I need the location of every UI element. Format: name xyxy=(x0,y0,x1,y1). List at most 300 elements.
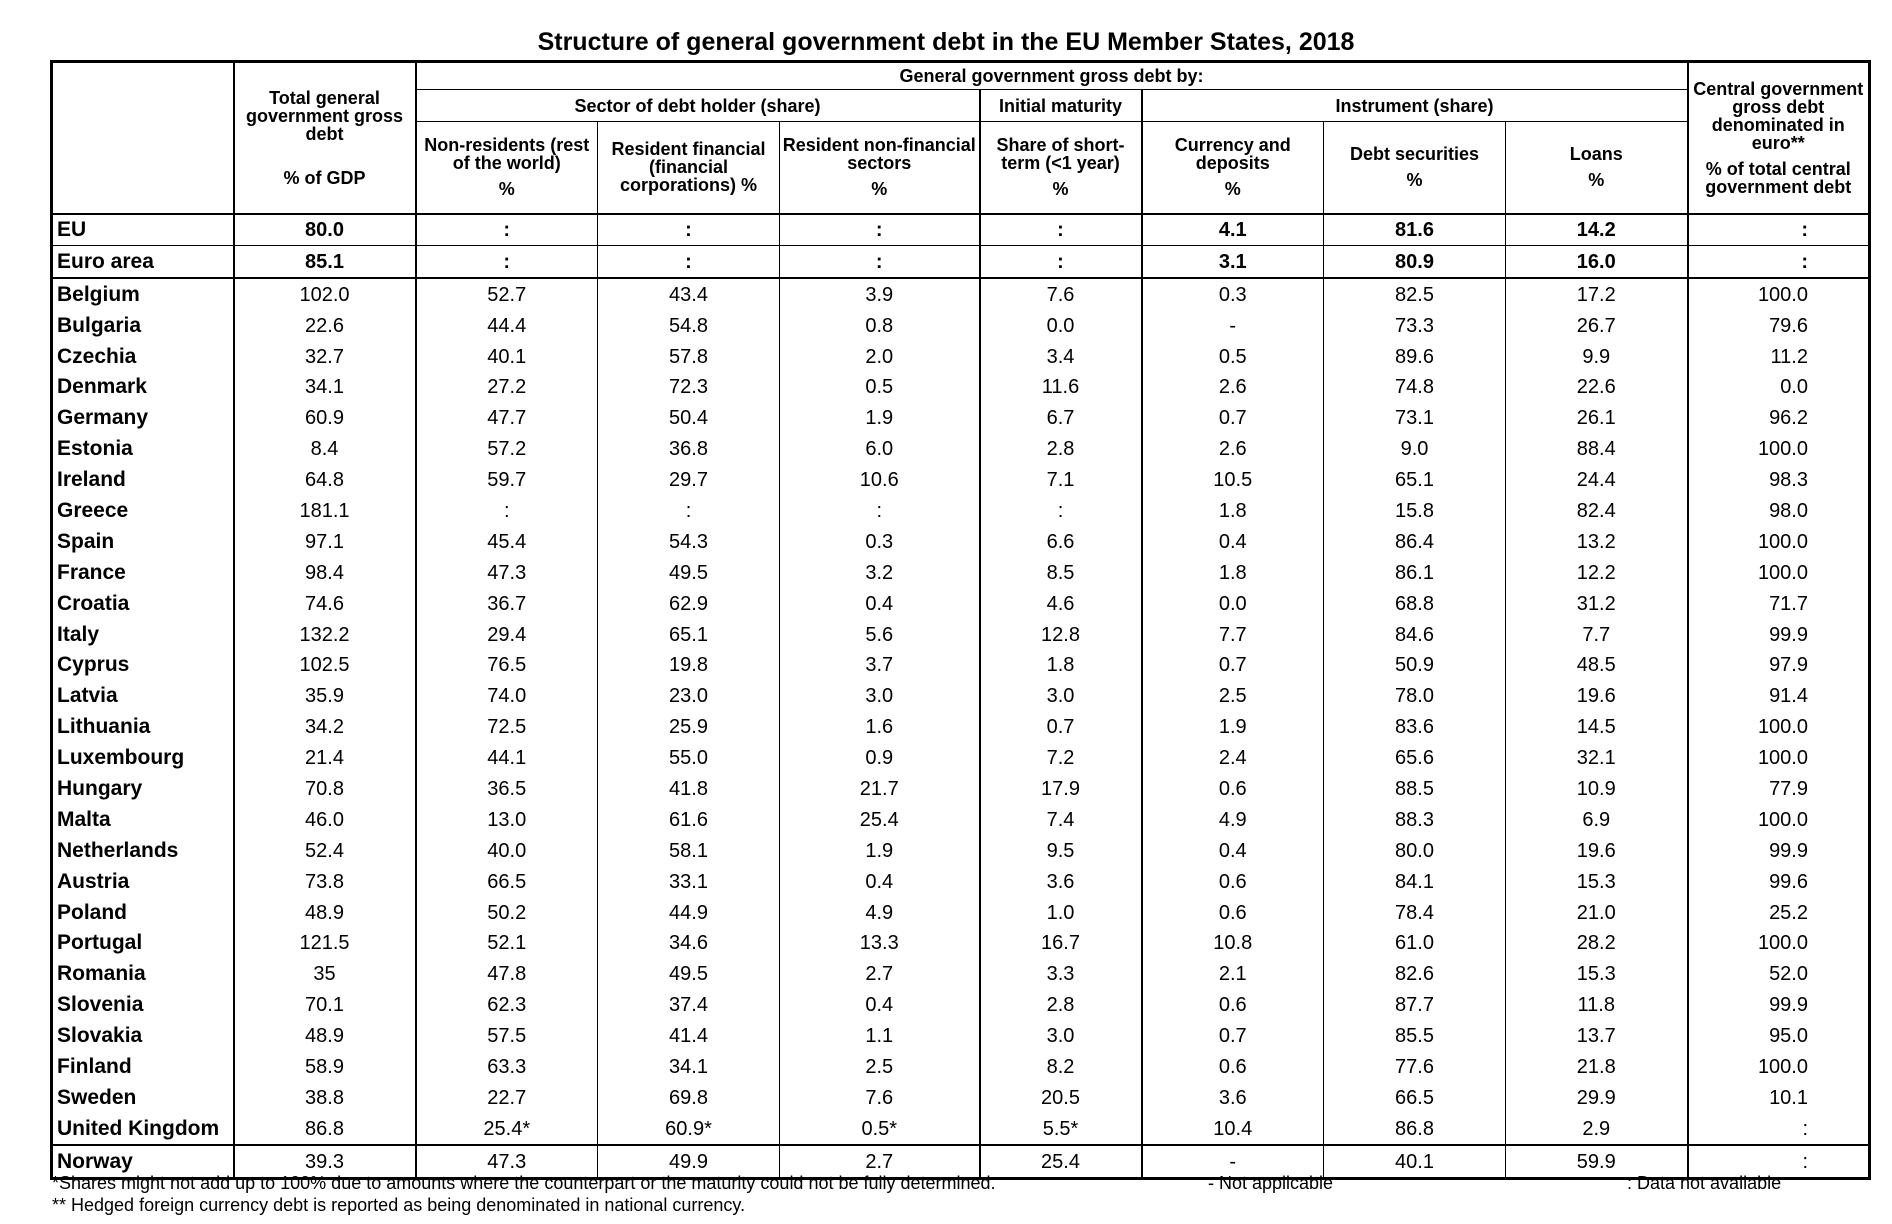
cell-short-term: 0.0 xyxy=(980,310,1142,341)
cell-short-term: : xyxy=(980,214,1142,246)
cell-resident-non-financial: 4.9 xyxy=(780,897,980,928)
cell-central-gov-euro: : xyxy=(1688,214,1870,246)
cell-short-term: 25.4 xyxy=(980,1145,1142,1178)
cell-short-term: 7.1 xyxy=(980,465,1142,496)
cell-short-term: 6.7 xyxy=(980,403,1142,434)
cell-short-term: : xyxy=(980,246,1142,278)
cell-short-term: : xyxy=(980,496,1142,527)
cell-loans: 2.9 xyxy=(1506,1113,1688,1145)
cell-currency-deposits: 0.6 xyxy=(1142,990,1324,1021)
country-name: Malta xyxy=(57,807,111,831)
table-row xyxy=(52,619,1870,650)
cell-short-term: 1.8 xyxy=(980,650,1142,681)
cell-resident-financial: 37.4 xyxy=(598,990,780,1021)
cell-resident-non-financial: : xyxy=(780,246,980,278)
cell-short-term: 7.2 xyxy=(980,743,1142,774)
cell-currency-deposits: - xyxy=(1142,1145,1324,1178)
cell-non-residents: 62.3 xyxy=(416,990,598,1021)
total-debt-header xyxy=(234,62,416,214)
cell-resident-non-financial: 21.7 xyxy=(780,774,980,805)
cell-loans: 11.8 xyxy=(1506,990,1688,1021)
cell-resident-non-financial: 0.4 xyxy=(780,990,980,1021)
cell-resident-financial: 57.8 xyxy=(598,341,780,372)
cell-loans: 12.2 xyxy=(1506,557,1688,588)
cell-resident-financial: 34.1 xyxy=(598,1052,780,1083)
cell-resident-non-financial: : xyxy=(780,496,980,527)
table-row xyxy=(52,372,1870,403)
cell-central-gov-euro: 52.0 xyxy=(1688,959,1870,990)
cell-central-gov-euro: 79.6 xyxy=(1688,310,1870,341)
cell-short-term: 5.5* xyxy=(980,1113,1142,1145)
cell-total-debt: 102.5 xyxy=(234,650,416,681)
cell-loans: 48.5 xyxy=(1506,650,1688,681)
cell-total-debt: 48.9 xyxy=(234,1021,416,1052)
country-name: Estonia xyxy=(57,437,133,461)
cell-resident-financial: 49.5 xyxy=(598,557,780,588)
cell-resident-non-financial: 2.5 xyxy=(780,1052,980,1083)
cell-non-residents: 13.0 xyxy=(416,804,598,835)
cell-debt-securities: 89.6 xyxy=(1324,341,1506,372)
cell-short-term: 3.3 xyxy=(980,959,1142,990)
cell-short-term: 9.5 xyxy=(980,835,1142,866)
cell-resident-financial: 49.9 xyxy=(598,1145,780,1178)
cell-total-debt: 21.4 xyxy=(234,743,416,774)
table-row xyxy=(52,774,1870,805)
cell-central-gov-euro: 91.4 xyxy=(1688,681,1870,712)
cell-total-debt: 35 xyxy=(234,959,416,990)
cell-resident-financial: 41.4 xyxy=(598,1021,780,1052)
cell-resident-non-financial: 3.7 xyxy=(780,650,980,681)
cell-resident-non-financial: 3.2 xyxy=(780,557,980,588)
cell-non-residents: 52.1 xyxy=(416,928,598,959)
cell-non-residents: 47.3 xyxy=(416,557,598,588)
cell-currency-deposits: 10.4 xyxy=(1142,1113,1324,1145)
cell-resident-financial: 58.1 xyxy=(598,835,780,866)
cell-resident-non-financial: 0.4 xyxy=(780,588,980,619)
cell-non-residents: 25.4* xyxy=(416,1113,598,1145)
table-row xyxy=(52,246,1870,278)
cell-central-gov-euro: 100.0 xyxy=(1688,712,1870,743)
cell-total-debt: 97.1 xyxy=(234,526,416,557)
cell-total-debt: 8.4 xyxy=(234,434,416,465)
cell-central-gov-euro: 100.0 xyxy=(1688,804,1870,835)
cell-currency-deposits: 2.5 xyxy=(1142,681,1324,712)
cell-central-gov-euro: 100.0 xyxy=(1688,928,1870,959)
cell-debt-securities: 85.5 xyxy=(1324,1021,1506,1052)
cell-resident-financial: 55.0 xyxy=(598,743,780,774)
footnote-shares: *Shares might not add up to 100% due to amounts where the counterpart or the maturity could not be fully determined. xyxy=(52,1173,996,1193)
col-header-non-residents xyxy=(416,122,598,214)
col-unit: % xyxy=(1224,179,1241,200)
cell-non-residents: : xyxy=(416,246,598,278)
cell-non-residents: 50.2 xyxy=(416,897,598,928)
cell-short-term: 4.6 xyxy=(980,588,1142,619)
cell-short-term: 16.7 xyxy=(980,928,1142,959)
footnote-row xyxy=(52,1194,1872,1216)
cell-central-gov-euro: 77.9 xyxy=(1688,774,1870,805)
cell-resident-financial: 43.4 xyxy=(598,278,780,310)
cell-debt-securities: 50.9 xyxy=(1324,650,1506,681)
cell-loans: 15.3 xyxy=(1506,959,1688,990)
table-row xyxy=(52,897,1870,928)
cell-total-debt: 80.0 xyxy=(234,214,416,246)
col-unit: % xyxy=(1406,170,1423,191)
footnotes xyxy=(52,1172,1872,1216)
cell-debt-securities: 82.5 xyxy=(1324,278,1506,310)
cell-resident-non-financial: 13.3 xyxy=(780,928,980,959)
cell-debt-securities: 87.7 xyxy=(1324,990,1506,1021)
cell-loans: 14.2 xyxy=(1506,214,1688,246)
cell-central-gov-euro: 97.9 xyxy=(1688,650,1870,681)
cell-non-residents: 47.7 xyxy=(416,403,598,434)
cell-loans: 22.6 xyxy=(1506,372,1688,403)
cell-non-residents: 47.8 xyxy=(416,959,598,990)
table-row xyxy=(52,557,1870,588)
cell-short-term: 3.0 xyxy=(980,1021,1142,1052)
cell-loans: 59.9 xyxy=(1506,1145,1688,1178)
cell-loans: 15.3 xyxy=(1506,866,1688,897)
table-row xyxy=(52,959,1870,990)
cell-resident-non-financial: 25.4 xyxy=(780,804,980,835)
cell-non-residents: 44.1 xyxy=(416,743,598,774)
cell-currency-deposits: 0.4 xyxy=(1142,835,1324,866)
country-name: Cyprus xyxy=(57,653,130,677)
cell-loans: 24.4 xyxy=(1506,465,1688,496)
col-unit: % xyxy=(1052,179,1069,200)
cell-currency-deposits: 0.6 xyxy=(1142,1052,1324,1083)
cell-non-residents: 57.2 xyxy=(416,434,598,465)
cell-non-residents: 36.7 xyxy=(416,588,598,619)
cell-non-residents: 52.7 xyxy=(416,278,598,310)
total-debt-label: Total general government gross debt xyxy=(245,87,404,144)
sector-header: Sector of debt holder (share) xyxy=(416,90,980,122)
country-name: Latvia xyxy=(57,684,118,708)
cell-total-debt: 38.8 xyxy=(234,1082,416,1113)
cell-currency-deposits: 0.6 xyxy=(1142,897,1324,928)
cell-central-gov-euro: 99.9 xyxy=(1688,619,1870,650)
total-debt-unit: % of GDP xyxy=(283,167,366,188)
cell-loans: 26.1 xyxy=(1506,403,1688,434)
cell-debt-securities: 9.0 xyxy=(1324,434,1506,465)
cell-loans: 26.7 xyxy=(1506,310,1688,341)
cell-resident-non-financial: 0.8 xyxy=(780,310,980,341)
cell-non-residents: 29.4 xyxy=(416,619,598,650)
cell-resident-non-financial: : xyxy=(780,214,980,246)
country-name: Luxembourg xyxy=(57,746,185,770)
cell-debt-securities: 88.5 xyxy=(1324,774,1506,805)
country-name: Slovakia xyxy=(57,1024,143,1048)
cell-short-term: 8.5 xyxy=(980,557,1142,588)
cell-resident-financial: 44.9 xyxy=(598,897,780,928)
cell-non-residents: 74.0 xyxy=(416,681,598,712)
cell-total-debt: 64.8 xyxy=(234,465,416,496)
cell-central-gov-euro: 100.0 xyxy=(1688,278,1870,310)
country-name: Spain xyxy=(57,529,115,553)
cell-debt-securities: 61.0 xyxy=(1324,928,1506,959)
cell-debt-securities: 15.8 xyxy=(1324,496,1506,527)
cell-non-residents: 66.5 xyxy=(416,866,598,897)
country-name: Sweden xyxy=(57,1085,137,1109)
cell-currency-deposits: 2.6 xyxy=(1142,434,1324,465)
cell-debt-securities: 81.6 xyxy=(1324,214,1506,246)
cell-non-residents: 72.5 xyxy=(416,712,598,743)
cell-central-gov-euro: 98.3 xyxy=(1688,465,1870,496)
cell-non-residents: 40.1 xyxy=(416,341,598,372)
col-unit: % xyxy=(871,179,888,200)
cell-total-debt: 70.8 xyxy=(234,774,416,805)
cell-debt-securities: 78.4 xyxy=(1324,897,1506,928)
cell-short-term: 17.9 xyxy=(980,774,1142,805)
cell-loans: 28.2 xyxy=(1506,928,1688,959)
cell-debt-securities: 80.9 xyxy=(1324,246,1506,278)
cell-resident-non-financial: 5.6 xyxy=(780,619,980,650)
col-header-short-term xyxy=(980,122,1142,214)
cell-currency-deposits: 1.8 xyxy=(1142,496,1324,527)
country-name: Norway xyxy=(57,1149,133,1173)
col-header-resident-financial xyxy=(598,122,780,214)
table-row xyxy=(52,866,1870,897)
cell-resident-non-financial: 0.5 xyxy=(780,372,980,403)
cell-resident-non-financial: 1.1 xyxy=(780,1021,980,1052)
cell-resident-non-financial: 3.9 xyxy=(780,278,980,310)
country-name: EU xyxy=(52,214,234,246)
table-row xyxy=(52,278,1870,310)
cell-loans: 31.2 xyxy=(1506,588,1688,619)
cell-central-gov-euro: 99.9 xyxy=(1688,835,1870,866)
cell-loans: 7.7 xyxy=(1506,619,1688,650)
col-label: Resident non-financial sectors xyxy=(782,135,976,174)
cell-central-gov-euro: 25.2 xyxy=(1688,897,1870,928)
cell-currency-deposits: 0.6 xyxy=(1142,774,1324,805)
cell-resident-financial: 62.9 xyxy=(598,588,780,619)
cell-resident-financial: 49.5 xyxy=(598,959,780,990)
cell-currency-deposits: 4.1 xyxy=(1142,214,1324,246)
cell-central-gov-euro: 100.0 xyxy=(1688,526,1870,557)
cell-loans: 13.2 xyxy=(1506,526,1688,557)
cell-resident-non-financial: 1.6 xyxy=(780,712,980,743)
cell-total-debt: 52.4 xyxy=(234,835,416,866)
cell-resident-financial: 36.8 xyxy=(598,434,780,465)
table-body xyxy=(52,214,1870,1179)
cell-total-debt: 86.8 xyxy=(234,1113,416,1145)
cell-total-debt: 98.4 xyxy=(234,557,416,588)
country-name: France xyxy=(57,560,126,584)
table-row xyxy=(52,1082,1870,1113)
table-row xyxy=(52,1113,1870,1145)
country-name: Germany xyxy=(57,406,149,430)
cell-resident-non-financial: 2.7 xyxy=(780,1145,980,1178)
table-row xyxy=(52,681,1870,712)
cell-currency-deposits: 10.5 xyxy=(1142,465,1324,496)
country-name: Euro area xyxy=(52,246,234,278)
col-label: Currency and deposits xyxy=(1174,135,1291,174)
cell-currency-deposits: 7.7 xyxy=(1142,619,1324,650)
central-gov-label: Central government gross debt denominated in euro** xyxy=(1693,78,1864,153)
cell-central-gov-euro: 100.0 xyxy=(1688,1052,1870,1083)
country-name: Croatia xyxy=(57,591,130,615)
cell-debt-securities: 77.6 xyxy=(1324,1052,1506,1083)
cell-central-gov-euro: 71.7 xyxy=(1688,588,1870,619)
country-name: Poland xyxy=(57,900,128,924)
cell-short-term: 2.8 xyxy=(980,990,1142,1021)
cell-total-debt: 39.3 xyxy=(234,1145,416,1178)
cell-debt-securities: 40.1 xyxy=(1324,1145,1506,1178)
cell-resident-non-financial: 1.9 xyxy=(780,835,980,866)
cell-central-gov-euro: : xyxy=(1688,1145,1870,1178)
cell-resident-financial: 25.9 xyxy=(598,712,780,743)
cell-resident-financial: 69.8 xyxy=(598,1082,780,1113)
cell-debt-securities: 65.6 xyxy=(1324,743,1506,774)
cell-resident-financial: 41.8 xyxy=(598,774,780,805)
cell-non-residents: 36.5 xyxy=(416,774,598,805)
table-row xyxy=(52,804,1870,835)
cell-resident-financial: 54.8 xyxy=(598,310,780,341)
cell-currency-deposits: 0.7 xyxy=(1142,403,1324,434)
cell-loans: 17.2 xyxy=(1506,278,1688,310)
cell-currency-deposits: 0.4 xyxy=(1142,526,1324,557)
cell-short-term: 3.6 xyxy=(980,866,1142,897)
cell-currency-deposits: 3.6 xyxy=(1142,1082,1324,1113)
cell-total-debt: 70.1 xyxy=(234,990,416,1021)
cell-short-term: 6.6 xyxy=(980,526,1142,557)
cell-total-debt: 73.8 xyxy=(234,866,416,897)
country-name: Belgium xyxy=(57,282,140,306)
cell-resident-financial: 60.9* xyxy=(598,1113,780,1145)
cell-debt-securities: 84.1 xyxy=(1324,866,1506,897)
cell-central-gov-euro: : xyxy=(1688,246,1870,278)
country-name: Romania xyxy=(57,962,146,986)
cell-resident-financial: 23.0 xyxy=(598,681,780,712)
cell-currency-deposits: 1.9 xyxy=(1142,712,1324,743)
cell-central-gov-euro: 96.2 xyxy=(1688,403,1870,434)
col-label: Share of short-term (<1 year) xyxy=(996,135,1125,174)
cell-loans: 29.9 xyxy=(1506,1082,1688,1113)
cell-total-debt: 74.6 xyxy=(234,588,416,619)
cell-total-debt: 85.1 xyxy=(234,246,416,278)
cell-central-gov-euro: 10.1 xyxy=(1688,1082,1870,1113)
cell-non-residents: 76.5 xyxy=(416,650,598,681)
footnote-hedged: ** Hedged foreign currency debt is reported as being denominated in national currency. xyxy=(52,1195,746,1215)
cell-loans: 82.4 xyxy=(1506,496,1688,527)
cell-resident-financial: : xyxy=(598,496,780,527)
cell-debt-securities: 86.8 xyxy=(1324,1113,1506,1145)
cell-short-term: 3.4 xyxy=(980,341,1142,372)
table-row xyxy=(52,341,1870,372)
table-row xyxy=(52,990,1870,1021)
country-name: Italy xyxy=(57,622,100,646)
cell-total-debt: 181.1 xyxy=(234,496,416,527)
cell-loans: 21.0 xyxy=(1506,897,1688,928)
country-name: Czechia xyxy=(57,344,137,368)
central-gov-header xyxy=(1688,62,1870,214)
col-label: Loans xyxy=(1569,144,1623,165)
cell-central-gov-euro: 99.9 xyxy=(1688,990,1870,1021)
cell-central-gov-euro: 100.0 xyxy=(1688,557,1870,588)
cell-debt-securities: 82.6 xyxy=(1324,959,1506,990)
table-row xyxy=(52,588,1870,619)
cell-resident-financial: 65.1 xyxy=(598,619,780,650)
cell-short-term: 7.4 xyxy=(980,804,1142,835)
cell-total-debt: 32.7 xyxy=(234,341,416,372)
cell-resident-financial: 61.6 xyxy=(598,804,780,835)
table-row xyxy=(52,1052,1870,1083)
cell-currency-deposits: 0.7 xyxy=(1142,650,1324,681)
table-row xyxy=(52,434,1870,465)
cell-central-gov-euro: : xyxy=(1688,1113,1870,1145)
cell-currency-deposits: 0.3 xyxy=(1142,278,1324,310)
cell-total-debt: 58.9 xyxy=(234,1052,416,1083)
cell-non-residents: 63.3 xyxy=(416,1052,598,1083)
cell-non-residents: 44.4 xyxy=(416,310,598,341)
cell-loans: 13.7 xyxy=(1506,1021,1688,1052)
cell-central-gov-euro: 95.0 xyxy=(1688,1021,1870,1052)
cell-total-debt: 46.0 xyxy=(234,804,416,835)
country-name: Slovenia xyxy=(57,993,144,1017)
cell-non-residents: 59.7 xyxy=(416,465,598,496)
cell-debt-securities: 86.4 xyxy=(1324,526,1506,557)
cell-resident-financial: 29.7 xyxy=(598,465,780,496)
cell-resident-financial: 19.8 xyxy=(598,650,780,681)
table-row xyxy=(52,526,1870,557)
cell-debt-securities: 66.5 xyxy=(1324,1082,1506,1113)
cell-loans: 19.6 xyxy=(1506,835,1688,866)
cell-loans: 16.0 xyxy=(1506,246,1688,278)
cell-short-term: 0.7 xyxy=(980,712,1142,743)
table-row xyxy=(52,712,1870,743)
country-name: Portugal xyxy=(57,931,143,955)
cell-total-debt: 102.0 xyxy=(234,278,416,310)
cell-non-residents: 45.4 xyxy=(416,526,598,557)
cell-resident-non-financial: 3.0 xyxy=(780,681,980,712)
cell-non-residents: 40.0 xyxy=(416,835,598,866)
cell-central-gov-euro: 99.6 xyxy=(1688,866,1870,897)
country-name: Bulgaria xyxy=(57,313,142,337)
central-gov-unit: % of total central government debt xyxy=(1705,158,1852,197)
country-name: United Kingdom xyxy=(52,1113,234,1145)
cell-debt-securities: 73.3 xyxy=(1324,310,1506,341)
cell-central-gov-euro: 98.0 xyxy=(1688,496,1870,527)
cell-resident-financial: 34.6 xyxy=(598,928,780,959)
legend-not-applicable: - Not applicable xyxy=(1208,1173,1334,1193)
cell-resident-non-financial: 6.0 xyxy=(780,434,980,465)
table-row xyxy=(52,650,1870,681)
cell-debt-securities: 83.6 xyxy=(1324,712,1506,743)
cell-total-debt: 132.2 xyxy=(234,619,416,650)
table-row xyxy=(52,743,1870,774)
cell-short-term: 3.0 xyxy=(980,681,1142,712)
cell-loans: 88.4 xyxy=(1506,434,1688,465)
cell-resident-financial: 50.4 xyxy=(598,403,780,434)
cell-loans: 6.9 xyxy=(1506,804,1688,835)
cell-debt-securities: 74.8 xyxy=(1324,372,1506,403)
cell-short-term: 7.6 xyxy=(980,278,1142,310)
country-name: Denmark xyxy=(57,375,147,399)
cell-loans: 32.1 xyxy=(1506,743,1688,774)
cell-resident-financial: 72.3 xyxy=(598,372,780,403)
cell-total-debt: 121.5 xyxy=(234,928,416,959)
cell-currency-deposits: 1.8 xyxy=(1142,557,1324,588)
cell-debt-securities: 78.0 xyxy=(1324,681,1506,712)
cell-non-residents: : xyxy=(416,214,598,246)
cell-short-term: 11.6 xyxy=(980,372,1142,403)
country-name: Hungary xyxy=(57,776,143,800)
col-label: Resident financial (financial corporations) % xyxy=(611,139,766,196)
cell-loans: 21.8 xyxy=(1506,1052,1688,1083)
cell-total-debt: 34.2 xyxy=(234,712,416,743)
cell-debt-securities: 84.6 xyxy=(1324,619,1506,650)
table-row xyxy=(52,1021,1870,1052)
group-header: General government gross debt by: xyxy=(416,62,1688,90)
